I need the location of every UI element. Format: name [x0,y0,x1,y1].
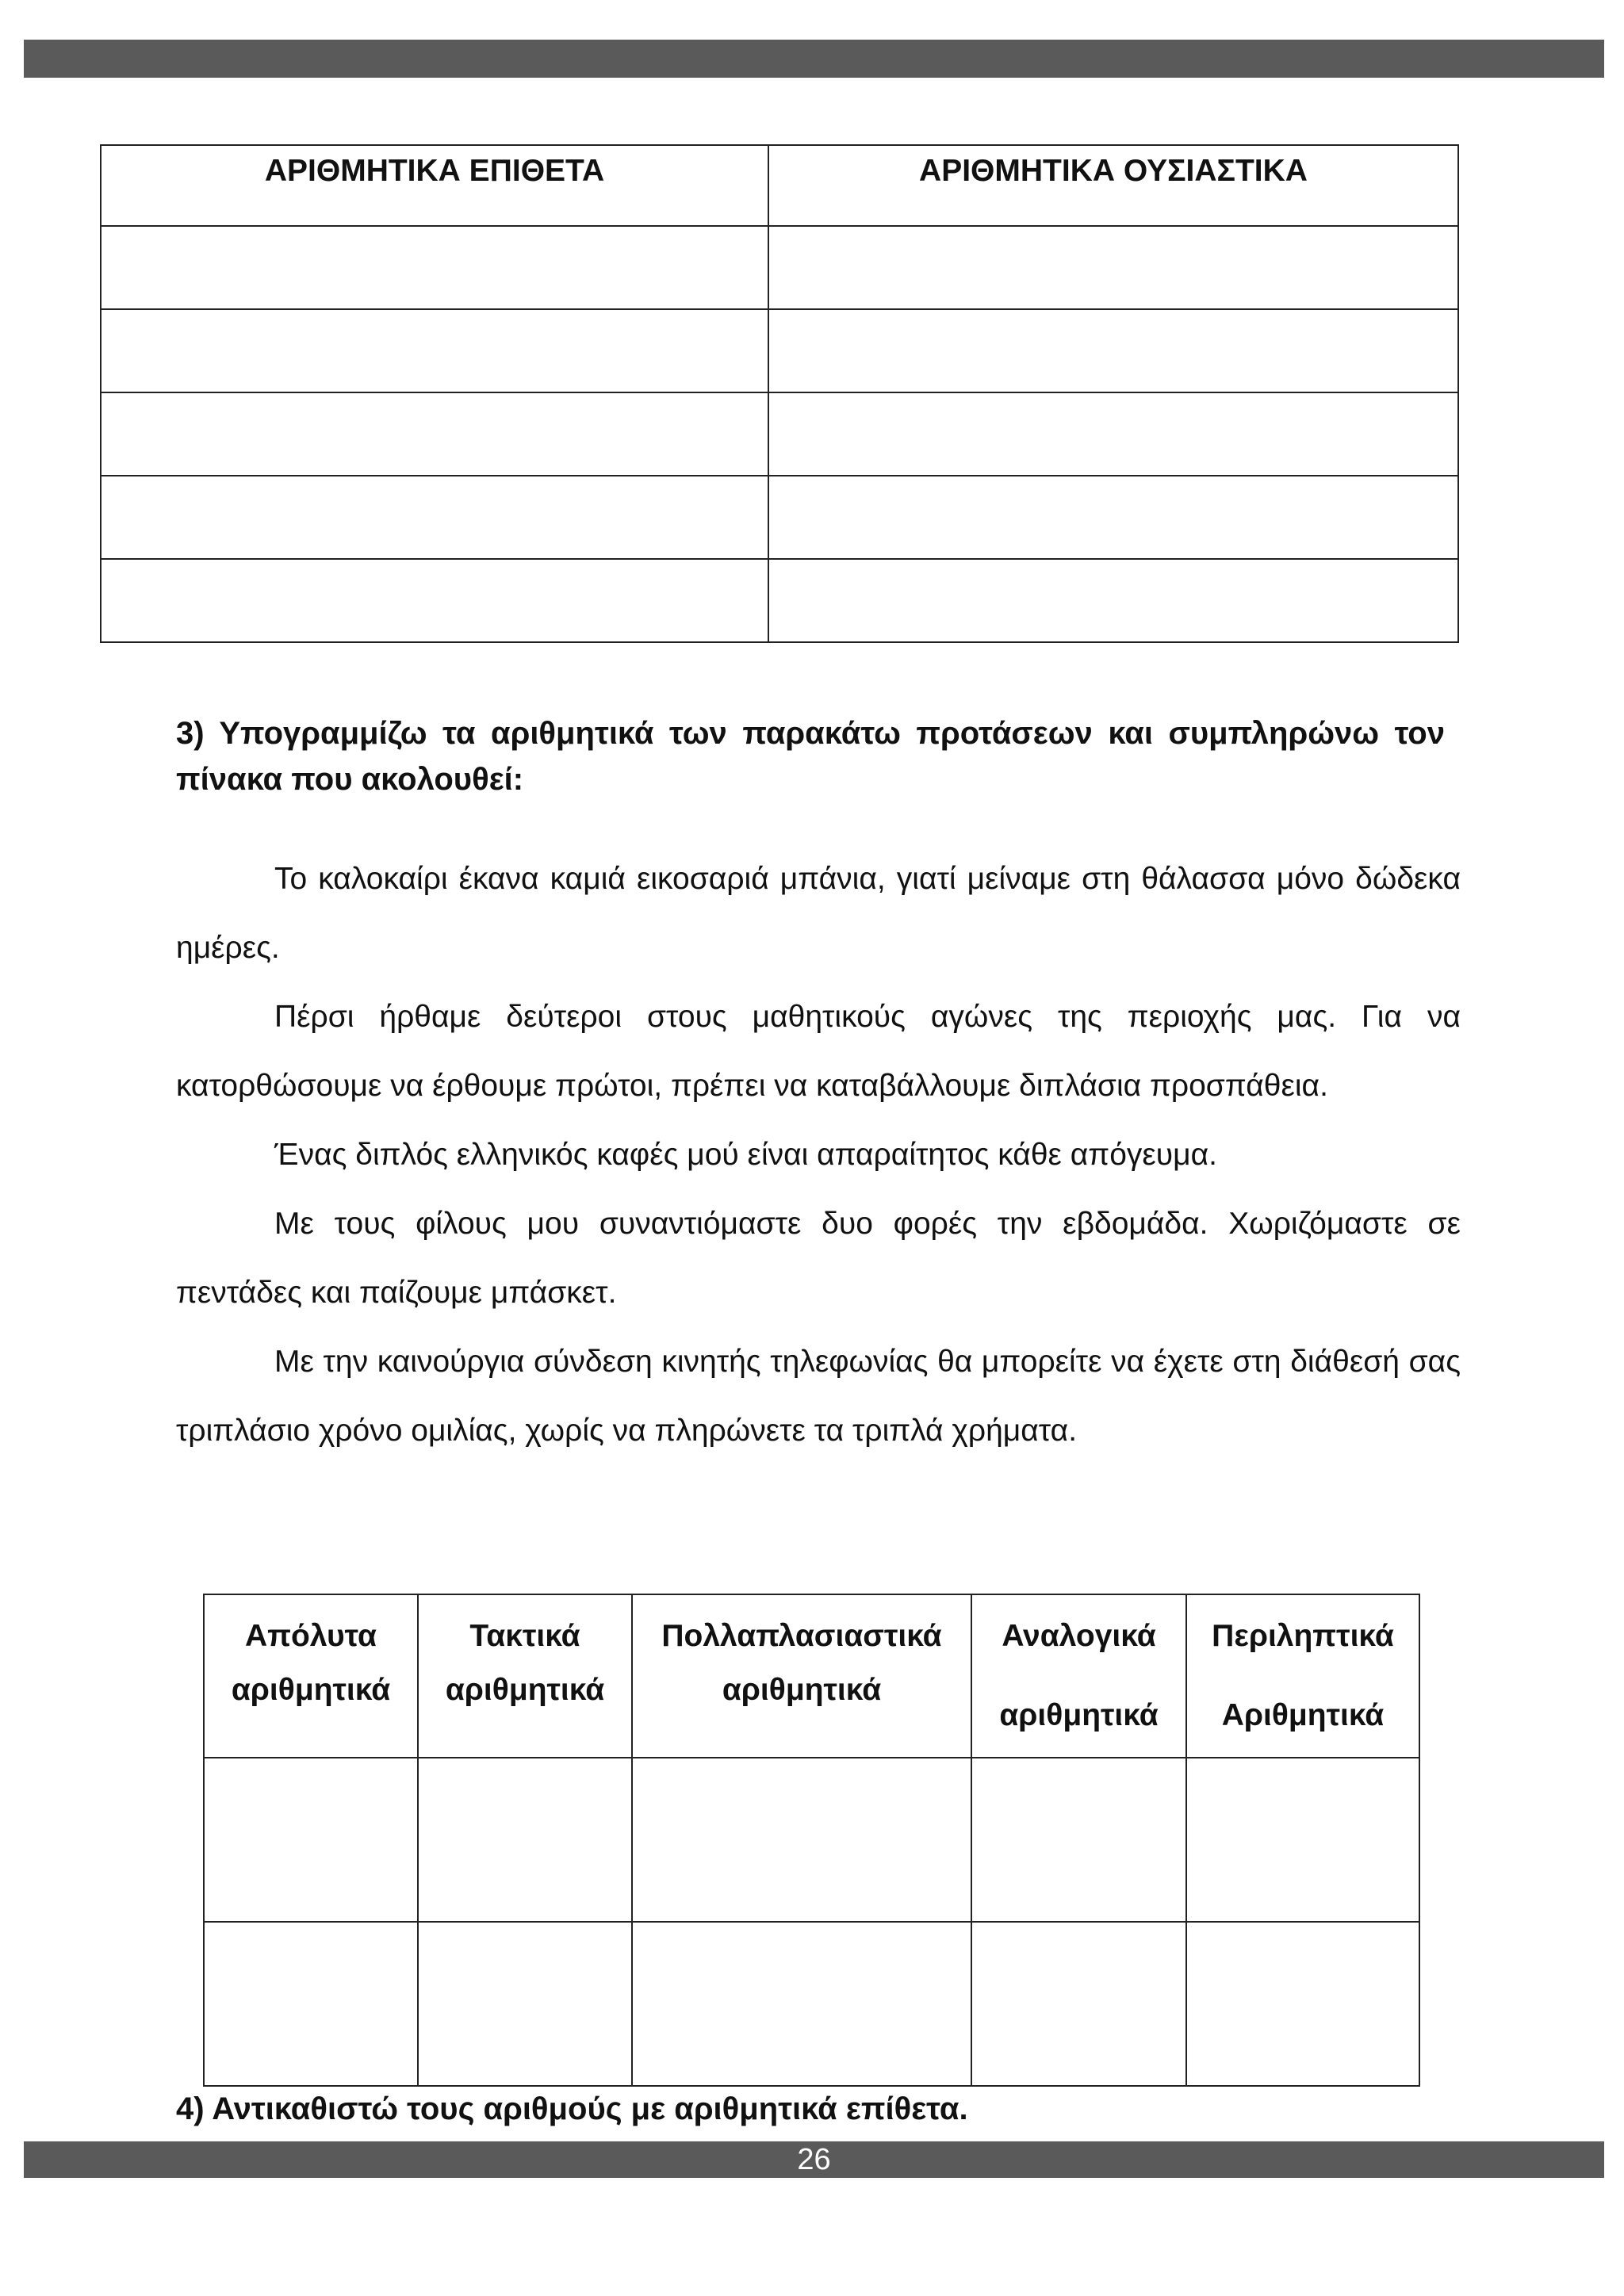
column-header-adjectives: ΑΡΙΘΜΗΤΙΚΑ ΕΠΙΘΕΤΑ [101,145,768,226]
answer-cell[interactable] [204,1922,418,2086]
answer-cell[interactable] [768,226,1458,309]
column-header-multiplicative: Πολλαπλασιαστικά αριθμητικά [632,1594,971,1758]
table-row [101,559,1458,642]
page-number: 26 [797,2143,831,2176]
paragraph: Το καλοκαίρι έκανα καμιά εικοσαριά μπάνια, γιατί μείναμε στη θάλασσα μόνο δώδεκα ημέρες. [176,862,1461,965]
numeral-adjectives-nouns-table [100,144,1459,643]
table-row [204,1758,1419,1922]
table-row [204,1922,1419,2086]
answer-cell[interactable] [101,309,768,392]
numeral-categories-table [203,1594,1420,2087]
exercise-3-passage [176,844,1461,1465]
paragraph: Με τους φίλους μου συναντιόμαστε δυο φορές την εβδομάδα. Χωριζόμαστε σε πεντάδες και παίζουμε μπάσκετ. [176,1207,1461,1310]
paragraph: Πέρσι ήρθαμε δεύτεροι στους μαθητικούς αγώνες της περιοχής μας. Για να κατορθώσουμε να έρθουμε πρώτοι, πρέπει να καταβάλλουμε διπλάσια προσπάθεια. [176,1000,1461,1103]
paragraph: Ένας διπλός ελληνικός καφές μού είναι απαραίτητος κάθε απόγευμα. [274,1138,1217,1172]
table-row [101,476,1458,559]
answer-cell[interactable] [101,559,768,642]
answer-cell[interactable] [768,309,1458,392]
table-row [101,392,1458,476]
answer-cell[interactable] [418,1922,632,2086]
answer-cell[interactable] [101,476,768,559]
exercise-4-heading: 4) Αντικαθιστώ τους αριθμούς με αριθμητικά επίθετα. [176,2091,968,2126]
column-header-collective: Περιληπτικά Αριθμητικά [1186,1594,1419,1758]
answer-cell[interactable] [418,1758,632,1922]
answer-cell[interactable] [768,392,1458,476]
header-bar [24,40,1604,78]
table-header-row [204,1594,1419,1758]
answer-cell[interactable] [101,392,768,476]
exercise-3-heading: 3) Υπογραμμίζω τα αριθμητικά των παρακάτω προτάσεων και συμπληρώνω τον πίνακα που ακολουθεί: [176,716,1445,797]
answer-cell[interactable] [971,1758,1186,1922]
footer-bar [24,2141,1604,2178]
answer-cell[interactable] [101,226,768,309]
column-header-absolute: Απόλυτα αριθμητικά [204,1594,418,1758]
answer-cell[interactable] [1186,1922,1419,2086]
answer-cell[interactable] [768,476,1458,559]
table-header-row [101,145,1458,226]
column-header-ordinal: Τακτικά αριθμητικά [418,1594,632,1758]
table-row [101,226,1458,309]
answer-cell[interactable] [204,1758,418,1922]
answer-cell[interactable] [632,1922,971,2086]
column-header-proportional: Αναλογικά αριθμητικά [971,1594,1186,1758]
paragraph: Με την καινούργια σύνδεση κινητής τηλεφωνίας θα μπορείτε να έχετε στη διάθεσή σας τριπλάσιο χρόνο ομιλίας, χωρίς να πληρώνετε τα τριπλά χρήματα. [176,1345,1461,1448]
table-row [101,309,1458,392]
answer-cell[interactable] [632,1758,971,1922]
column-header-nouns: ΑΡΙΘΜΗΤΙΚΑ ΟΥΣΙΑΣΤΙΚΑ [768,145,1458,226]
answer-cell[interactable] [1186,1758,1419,1922]
answer-cell[interactable] [768,559,1458,642]
answer-cell[interactable] [971,1922,1186,2086]
